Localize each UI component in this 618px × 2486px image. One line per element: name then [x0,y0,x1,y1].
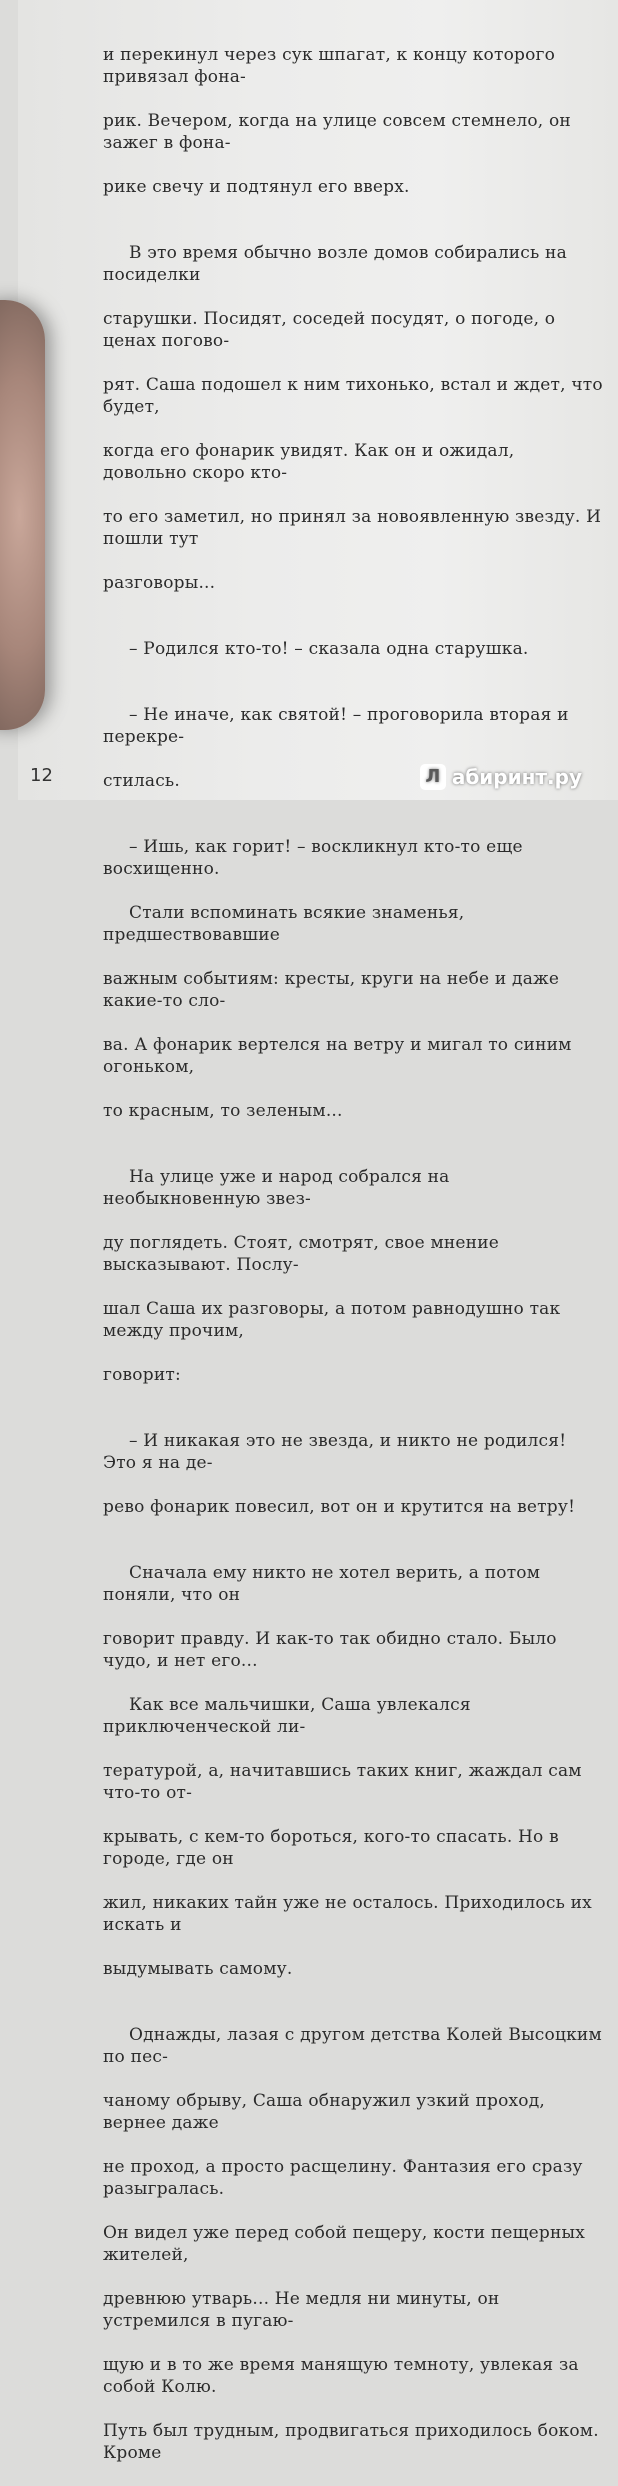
text-line: Путь был трудным, продвигаться приходилось боком. Кроме [103,2421,605,2463]
text-line: разговоры... [103,573,216,593]
text-line: ду поглядеть. Стоят, смотрят, свое мнение высказывают. Послу- [103,1233,505,1275]
paragraph-first-line [103,836,603,879]
paragraph-first-line [103,1562,603,1605]
text-line: когда его фонарик увидят. Как он и ожидал, довольно скоро кто- [103,441,520,483]
text-line: выдумывать самому. [103,1959,293,1979]
text-line: рик. Вечером, когда на улице совсем стемнело, он зажег в фона- [103,111,577,153]
text-line: – Ишь, как горит! – воскликнул кто-то еще восхищенно. [103,837,529,879]
text-line: старушки. Посидят, соседей посудят, о погоде, о ценах погово- [103,309,561,351]
text-line: рят. Саша подошел к ним тихонько, встал и ждет, что будет, [103,375,609,417]
text-line: шал Саша их разговоры, а потом равнодушно так между прочим, [103,1299,566,1341]
text-line: важным событиям: кресты, круги на небе и даже какие-то сло- [103,969,565,1011]
text-line: – Не иначе, как святой! – проговорила вторая и перекре- [103,705,575,747]
paragraph-first-line [103,2024,608,2067]
text-line: – И никакая это не звезда, и никто не родился! Это я на де- [103,1431,572,1473]
paragraph-first-line [103,638,603,660]
page-text [103,0,609,2486]
watermark-text: абиринт.ру [451,765,582,789]
text-line: Стали вспоминать всякие знаменья, предшествовавшие [103,903,471,945]
text-line: говорит правду. И как-то так обидно стало. Было чудо, и нет его... [103,1629,563,1671]
paragraph-first-line [103,242,603,285]
labirint-logo-icon: Л [420,764,446,790]
book-page [18,0,618,2463]
paragraph-first-line [103,1694,603,1737]
paragraph-first-line [103,1166,603,1209]
text-line: то его заметил, но принял за новоявленную звезду. И пошли тут [103,507,607,549]
text-line: жил, никаких тайн уже не осталось. Приходилось их искать и [103,1893,598,1935]
text-line: Сначала ему никто не хотел верить, а потом поняли, что он [103,1563,546,1605]
text-line: Он видел уже перед собой пещеру, кости пещерных жителей, [103,2223,591,2265]
thumb-holding-book [0,300,45,730]
page-number: 12 [30,765,53,786]
text-line: ва. А фонарик вертелся на ветру и мигал то синим огоньком, [103,1035,578,1077]
text-line: древнюю утварь... Не медля ни минуты, он устремился в пугаю- [103,2289,506,2331]
paragraph-first-line [103,1430,603,1473]
text-line: чаному обрыву, Саша обнаружил узкий проход, вернее даже [103,2091,551,2133]
text-line: тературой, а, начитавшись таких книг, жаждал сам что-то от- [103,1761,588,1803]
text-line: Однажды, лазая с другом детства Колей Высоцким по пес- [103,2025,608,2067]
text-line: Как все мальчишки, Саша увлекался приключенческой ли- [103,1695,477,1737]
text-line: На улице уже и народ собрался на необыкновенную звез- [103,1167,456,1209]
paragraph-first-line [103,902,603,945]
text-line: рике свечу и подтянул его вверх. [103,177,410,197]
labirint-watermark [420,764,582,790]
text-line: – Родился кто-то! – сказала одна старушка. [129,639,529,659]
text-line: стилась. [103,771,180,791]
text-line: говорит: [103,1365,181,1385]
text-line: крывать, с кем-то бороться, кого-то спасать. Но в городе, где он [103,1827,565,1869]
text-line: и перекинул через сук шпагат, к концу которого привязал фона- [103,45,561,87]
text-line: рево фонарик повесил, вот он и крутится на ветру! [103,1497,576,1517]
text-line: не проход, а просто расщелину. Фантазия его сразу разыгралась. [103,2157,589,2199]
paragraph-first-line [103,704,603,747]
text-line: щую и в то же время манящую темноту, увлекая за собой Колю. [103,2355,585,2397]
text-line: В это время обычно возле домов собирались на посиделки [103,243,573,285]
text-line: то красным, то зеленым... [103,1101,343,1121]
